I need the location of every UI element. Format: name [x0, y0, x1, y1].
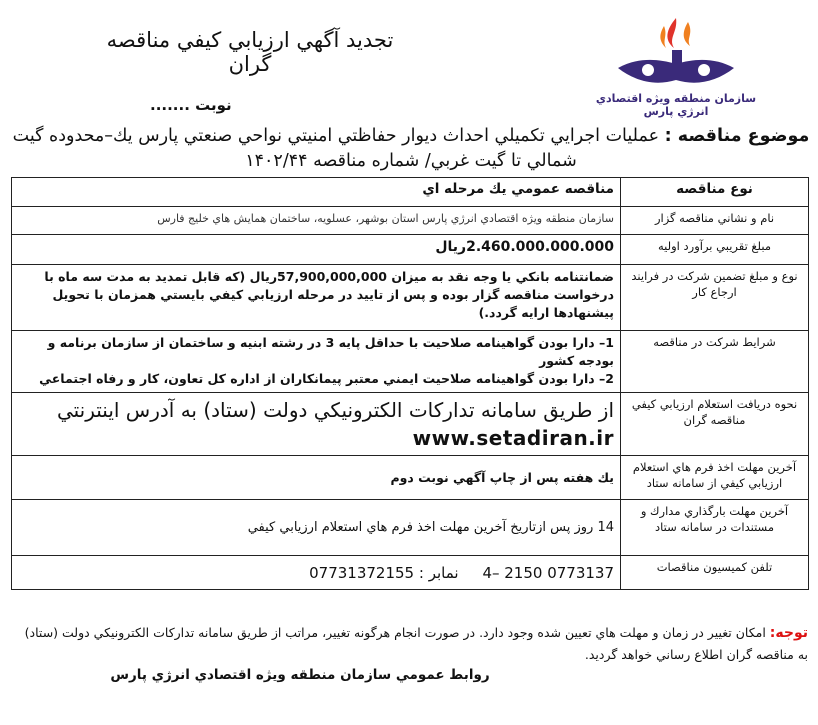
- table-row: [12, 500, 809, 556]
- row-label: شرايط شركت در مناقصه: [621, 331, 809, 393]
- phone-number: 4– 2150 0773137: [482, 563, 614, 582]
- notice-headline: تجديد آگهي ارزيابي كيفي مناقصه گران: [106, 28, 394, 76]
- note-key: توجه:: [769, 625, 808, 641]
- table-header-row: [12, 178, 809, 207]
- row-label: نحوه دريافت استعلام ارزيابي كيفي مناقصه گران: [621, 393, 809, 456]
- access-method: از طريق سامانه تداركات الكترونيكي دولت (ستاد) به آدرس اينترنتي: [56, 398, 614, 422]
- row-value: سازمان منطقه ويژه اقتصادي انرژي پارس استان بوشهر، عسلويه، ساختمان همايش هاي خليج فارس: [12, 207, 621, 235]
- row-value: يك هفته پس از چاپ آگهي نوبت دوم: [12, 456, 621, 500]
- col-value-header: مناقصه عمومي يك مرحله اي: [12, 178, 621, 207]
- table-row: [12, 556, 809, 590]
- pars-logo-icon: [596, 10, 756, 100]
- signature: روابط عمومي سازمان منطقه ويژه اقتصادي انرژي پارس: [110, 667, 490, 683]
- table-row: [12, 331, 809, 393]
- col-type-header: نوع مناقصه: [621, 178, 809, 207]
- table-row: [12, 393, 809, 456]
- subject-text: عمليات اجرايي تكميلي احداث ديوار حفاظتي امنيتي نواحي صنعتي پارس يك–محدوده گيت شمالي تا گيت غربي/ شماره مناقصه ۱۴۰۲/۴۴: [12, 126, 660, 171]
- note-text: امكان تغيير در زمان و مهلت هاي تعيين شده وجود دارد. در صورت انجام هرگونه تغيير، مراتب از طريق سامانه تداركات الكترونيكي دولت (ستاد) به مناقصه گران اطلاع رساني خواهد گرديد.: [24, 625, 808, 662]
- row-value: [12, 331, 621, 393]
- row-value: [12, 393, 621, 456]
- table-row: [12, 235, 809, 265]
- row-label: نام و نشاني مناقصه گزار: [621, 207, 809, 235]
- tender-table: [11, 177, 809, 590]
- condition-2: 2– دارا بودن گواهينامه صلاحيت ايمني معتبر پيمانكاران از اداره كل تعاون، كار و رفاه اجتماعي: [39, 371, 614, 386]
- table-row: [12, 456, 809, 500]
- row-value: 2.460.000.000.000ريال: [12, 235, 621, 265]
- row-label: آخرين مهلت بارگذاري مدارك و مستندات در سامانه ستاد: [621, 500, 809, 556]
- table-row: [12, 265, 809, 331]
- logo-caption: سازمان منطقه ويژه اقتصادي انرژي پارس: [595, 92, 757, 118]
- row-label: تلفن كميسيون مناقصات: [621, 556, 809, 590]
- fax-number: 07731372155: [309, 563, 415, 582]
- table-row: [12, 207, 809, 235]
- row-value: 14 روز پس ازتاريخ آخرين مهلت اخذ فرم هاي استعلام ارزيابي كيفي: [12, 500, 621, 556]
- fax-label: نمابر :: [418, 563, 459, 582]
- row-value: [12, 556, 621, 590]
- row-label: آخرين مهلت اخذ فرم هاي استعلام ارزيابي كيفي از سامانه ستاد: [621, 456, 809, 500]
- row-label: مبلغ تقريبي برآورد اوليه: [621, 235, 809, 265]
- round-label: نوبت .......: [150, 96, 232, 114]
- setad-link[interactable]: www.setadiran.ir: [412, 426, 614, 450]
- row-value: ضمانتنامه بانكي يا وجه نقد به ميزان 57,900,000,000ريال (كه قابل تمديد به مدت سه ماه با درخواست مناقصه گزار بوده و پس از تاييد در مرحله ارزيابي كيفي بايستي همزمان با تحويل پيشنهادها ارايه گردد.): [12, 265, 621, 331]
- tender-subject: [8, 124, 814, 174]
- notice-note: [14, 622, 808, 666]
- condition-1: 1– دارا بودن گواهينامه صلاحيت با حداقل پايه 3 در رشته ابنيه و ساختمان از سازمان برنامه و بودجه كشور: [47, 335, 614, 368]
- row-label: نوع و مبلغ تضمين شركت در فرايند ارجاع كار: [621, 265, 809, 331]
- subject-key: موضوع مناقصه :: [664, 126, 810, 146]
